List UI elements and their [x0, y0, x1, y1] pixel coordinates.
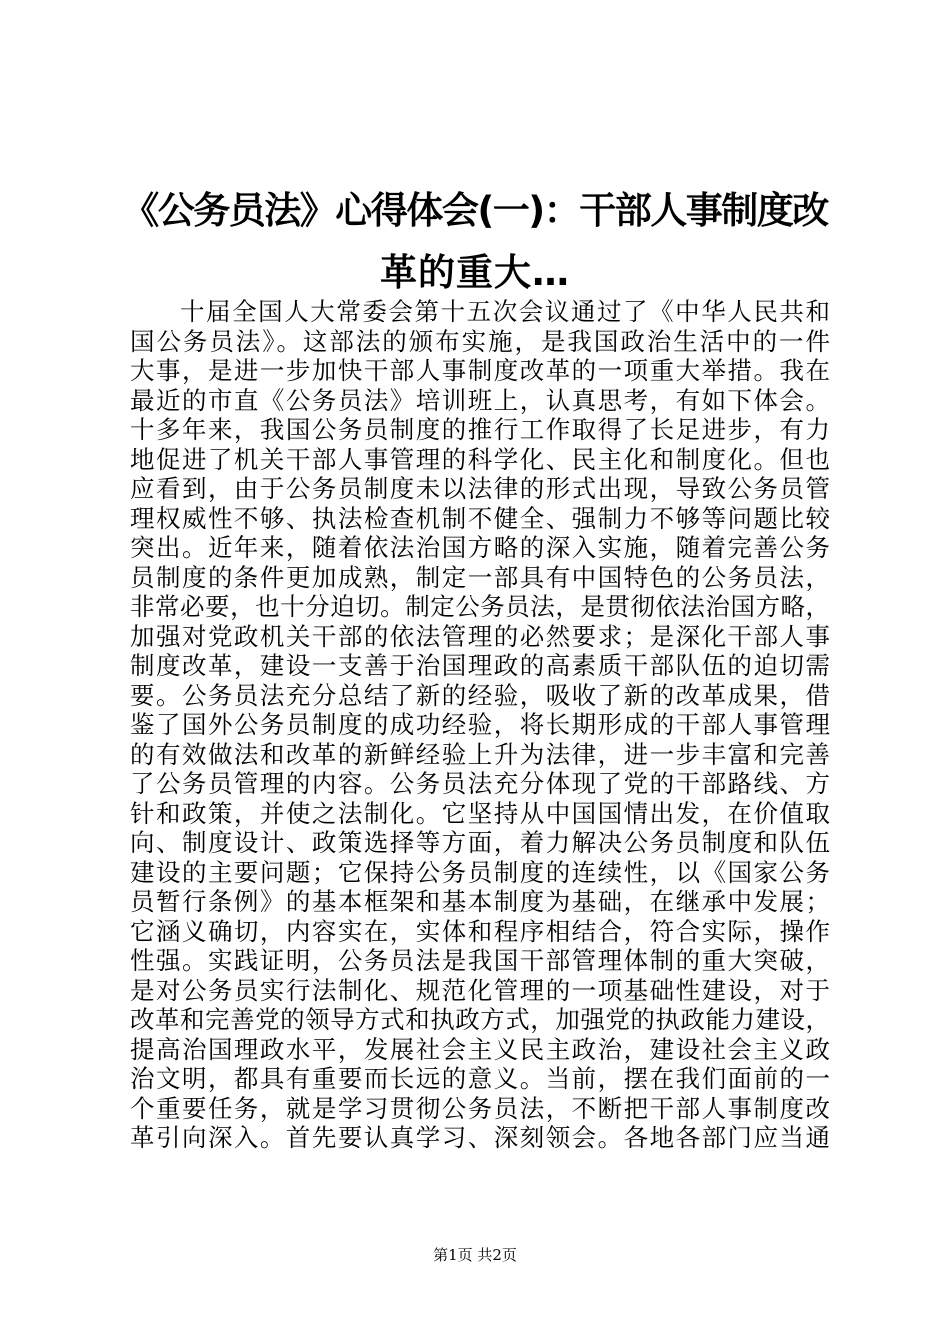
- body-line: 国公务员法》。这部法的颁布实施，是我国政治生活中的一件: [130, 326, 830, 356]
- body-line: 突出。近年来，随着依法治国方略的深入实施，随着完善公务: [130, 533, 830, 562]
- body-line: 员暂行条例》的基本框架和基本制度为基础，在继承中发展；: [130, 887, 830, 916]
- body-line: 向、制度设计、政策选择等方面，着力解决公务员制度和队伍: [130, 828, 830, 857]
- body-line: 的有效做法和改革的新鲜经验上升为法律，进一步丰富和完善: [130, 739, 830, 769]
- body-line: 革引向深入。首先要认真学习、深刻领会。各地各部门应当通: [130, 1123, 830, 1152]
- body-line: 针和政策，并使之法制化。它坚持从中国国情出发，在价值取: [130, 798, 830, 828]
- body-line: 最近的市直《公务员法》培训班上，认真思考，有如下体会。: [130, 385, 830, 415]
- body-line: 非常必要，也十分迫切。制定公务员法，是贯彻依法治国方略，: [130, 592, 830, 621]
- title-line: 《公务员法》心得体会(一)：干部人事制度改: [122, 189, 828, 232]
- page-footer: 第1页 共2页: [433, 1246, 517, 1264]
- body-line: 地促进了机关干部人事管理的科学化、民主化和制度化。但也: [130, 444, 830, 474]
- body-line: 要。公务员法充分总结了新的经验，吸收了新的改革成果，借: [130, 680, 830, 710]
- body-line: 应看到，由于公务员制度未以法律的形式出现，导致公务员管: [130, 474, 830, 503]
- body-line: 建设的主要问题；它保持公务员制度的连续性，以《国家公务: [130, 857, 830, 887]
- body-line: 治文明，都具有重要而长远的意义。当前，摆在我们面前的一: [130, 1064, 830, 1093]
- body-line: 十多年来，我国公务员制度的推行工作取得了长足进步，有力: [130, 415, 830, 444]
- body-line: 加强对党政机关干部的依法管理的必然要求；是深化干部人事: [130, 621, 830, 651]
- body-line: 个重要任务，就是学习贯彻公务员法，不断把干部人事制度改: [130, 1093, 830, 1123]
- body-line: 性强。实践证明，公务员法是我国干部管理体制的重大突破，: [130, 946, 830, 975]
- body-line: 十届全国人大常委会第十五次会议通过了《中华人民共和: [180, 297, 830, 326]
- document-title: [120, 180, 830, 304]
- body-line: 是对公务员实行法制化、规范化管理的一项基础性建设，对于: [130, 975, 830, 1005]
- body-line: 鉴了国外公务员制度的成功经验，将长期形成的干部人事管理: [130, 710, 830, 739]
- body-line: 改革和完善党的领导方式和执政方式，加强党的执政能力建设，: [130, 1005, 830, 1034]
- document-body: [130, 297, 830, 1153]
- body-line: 大事，是进一步加快干部人事制度改革的一项重大举措。我在: [130, 356, 830, 385]
- body-line: 制度改革，建设一支善于治国理政的高素质干部队伍的迫切需: [130, 651, 830, 680]
- body-line: 理权威性不够、执法检查机制不健全、强制力不够等问题比较: [130, 503, 830, 533]
- body-line: 员制度的条件更加成熟，制定一部具有中国特色的公务员法，: [130, 562, 830, 592]
- title-line: 革的重大…: [380, 251, 570, 294]
- body-line: 提高治国理政水平，发展社会主义民主政治，建设社会主义政: [130, 1034, 830, 1064]
- body-line: 了公务员管理的内容。公务员法充分体现了党的干部路线、方: [130, 769, 830, 798]
- body-line: 它涵义确切，内容实在，实体和程序相结合，符合实际，操作: [130, 916, 830, 946]
